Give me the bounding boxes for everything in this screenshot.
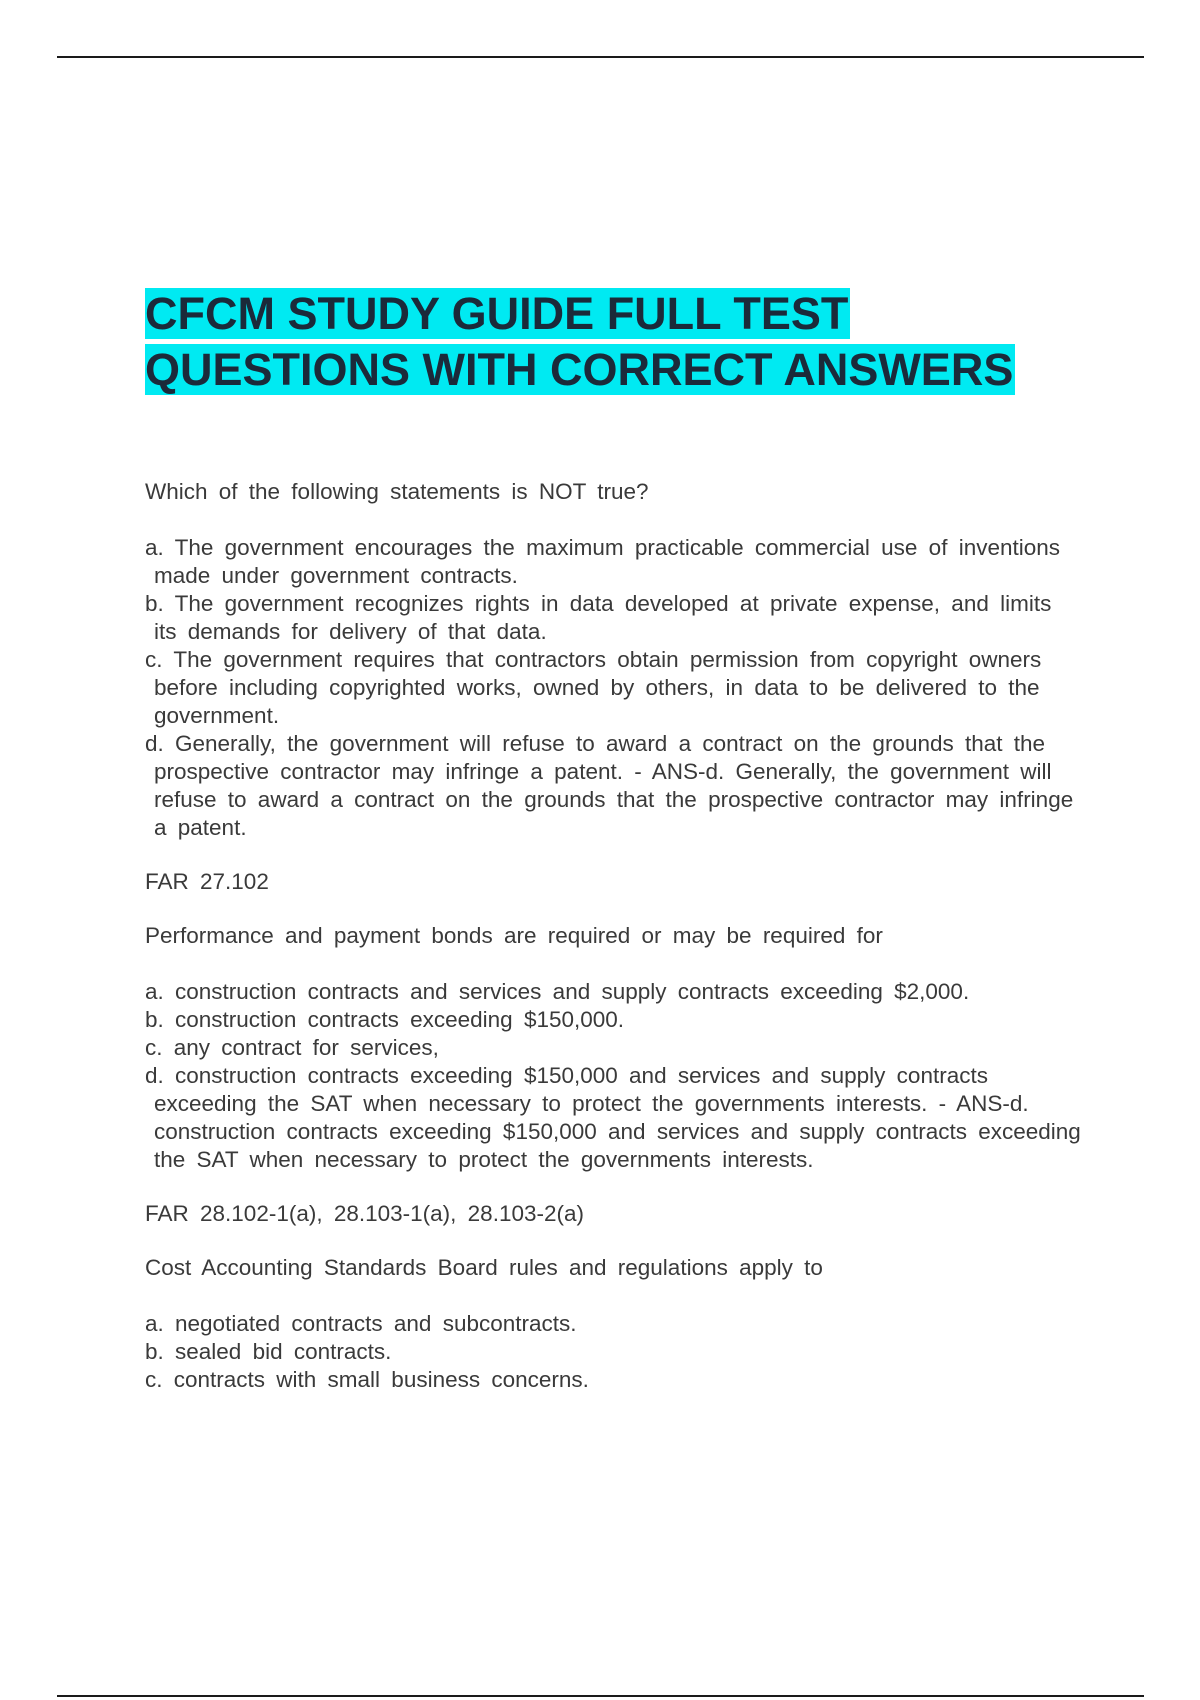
- option-c: c. any contract for services,: [145, 1035, 439, 1060]
- question-text: Which of the following statements is NOT true?: [145, 479, 649, 504]
- document-body: [145, 478, 1085, 1394]
- title-line-1: CFCM STUDY GUIDE FULL TEST: [145, 288, 849, 339]
- option-d-answer: d. Generally, the government will refuse to award a contract on the grounds that the prospective contractor may infringe a patent. - ANS-d. Generally, the government will refuse to award a contract on the grounds that the prospective contractor may infringe a patent.: [145, 731, 1074, 840]
- question-text: Cost Accounting Standards Board rules and regulations apply to: [145, 1255, 823, 1280]
- option-a: a. construction contracts and services and supply contracts exceeding $2,000.: [145, 979, 970, 1004]
- option-b: b. The government recognizes rights in data developed at private expense, and limits its demands for delivery of that data.: [145, 591, 1052, 644]
- option-c: c. contracts with small business concerns.: [145, 1367, 589, 1392]
- option-b: b. construction contracts exceeding $150,000.: [145, 1007, 625, 1032]
- footer-rule: [57, 1695, 1144, 1697]
- header-rule: [57, 56, 1144, 58]
- option-a: a. The government encourages the maximum practicable commercial use of inventions made under government contracts.: [145, 535, 1061, 588]
- question-block-1: [145, 478, 1085, 896]
- option-a: a. negotiated contracts and subcontracts.: [145, 1311, 577, 1336]
- document-title: [145, 286, 1015, 398]
- question-text: Performance and payment bonds are required or may be required for: [145, 923, 883, 948]
- option-list: [145, 978, 1085, 1174]
- title-line-2: QUESTIONS WITH CORRECT ANSWERS: [145, 344, 1014, 395]
- option-list: [145, 1310, 1085, 1394]
- question-block-2: [145, 922, 1085, 1228]
- question-block-3: [145, 1254, 1085, 1394]
- option-b: b. sealed bid contracts.: [145, 1339, 392, 1364]
- option-c: c. The government requires that contractors obtain permission from copyright owners before including copyrighted works, owned by others, in data to be delivered to the government.: [145, 647, 1042, 728]
- far-reference: FAR 28.102-1(a), 28.103-1(a), 28.103-2(a): [145, 1201, 584, 1226]
- far-reference: FAR 27.102: [145, 869, 269, 894]
- option-d-answer: d. construction contracts exceeding $150,000 and services and supply contracts exceeding the SAT when necessary to protect the governments interests. - ANS-d. construction contracts exceeding $150,000 and services and supply contracts exceeding the SAT when necessary to protect the governments interests.: [145, 1063, 1081, 1172]
- option-list: [145, 534, 1085, 842]
